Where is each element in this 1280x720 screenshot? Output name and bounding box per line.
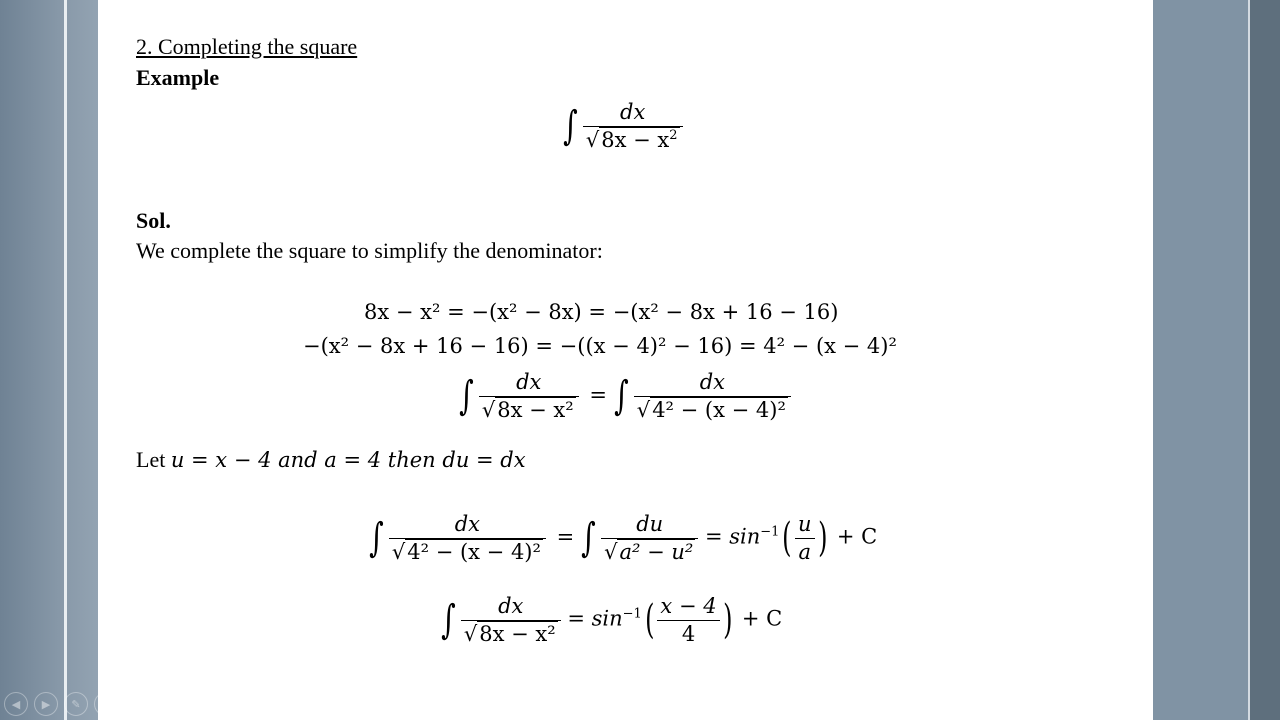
- a-denominator: a: [798, 540, 812, 564]
- radicand-right: 4² − (x − 4)²: [652, 398, 786, 422]
- example-fraction: [583, 100, 683, 152]
- equation-final-result: [438, 594, 782, 646]
- example-label: Example: [136, 65, 220, 90]
- equation-integral-rewrite: [456, 370, 791, 422]
- integral-sign: ∫: [369, 515, 384, 561]
- left-paren: (: [644, 597, 655, 643]
- numerator-sub-right: du: [601, 512, 698, 539]
- equation-line-2: −(x² − 8x + 16 − 16) = −((x − 4)² − 16) = 4² − (x − 4)²: [303, 334, 897, 358]
- u-over-a-fraction: [795, 512, 815, 564]
- denominator-left: √8x − x²: [481, 398, 574, 422]
- radicand-final: 8x − x²: [479, 622, 556, 646]
- integral-sign: ∫: [563, 103, 578, 149]
- example-radicand: 8x − x: [601, 128, 670, 152]
- more-options-icon[interactable]: ⋯: [154, 692, 178, 716]
- arcsin-function: = sin: [704, 524, 761, 549]
- radicand-sub-right: a² − u²: [619, 540, 694, 564]
- example-denominator: $√8x - x^2$: [585, 128, 678, 152]
- radicand-left: 8x − x²: [497, 398, 574, 422]
- x-minus-4-over-4-fraction: [657, 594, 719, 646]
- fraction-denominator: 4: [681, 622, 696, 646]
- equation-substitution-result: [366, 512, 877, 564]
- equation-line-1: 8x − x² = −(x² − 8x) = −(x² − 8x + 16 − 16): [364, 300, 839, 324]
- zoom-icon[interactable]: ⚲: [124, 692, 148, 716]
- arcsin-function: = sin: [567, 606, 623, 631]
- example-exponent: 2: [669, 128, 678, 143]
- previous-slide-icon[interactable]: ◀: [4, 692, 28, 716]
- numerator-final: dx: [461, 594, 561, 621]
- slides-grid-icon[interactable]: ▦: [94, 692, 118, 716]
- integral-sign: ∫: [581, 515, 596, 561]
- fraction-numerator: x − 4: [657, 594, 719, 621]
- fraction-sub-right: [601, 512, 698, 564]
- solution-intro-text: We complete the square to simplify the denominator:: [136, 238, 603, 263]
- solution-label: Sol.: [136, 208, 171, 233]
- u-numerator: u: [795, 512, 815, 539]
- pen-icon[interactable]: ✎: [64, 692, 88, 716]
- integral-sign: ∫: [459, 373, 474, 419]
- fraction-final: [461, 594, 561, 646]
- numerator-left: dx: [479, 370, 579, 397]
- right-paren: ): [722, 597, 733, 643]
- radicand-sub-left: 4² − (x − 4)²: [407, 540, 541, 564]
- equals-sign: =: [589, 382, 607, 407]
- denominator-sub-right: √a² − u²: [604, 540, 694, 564]
- slideshow-controls: [4, 692, 178, 716]
- example-numerator: dx: [583, 100, 683, 127]
- right-edge-panel: [1250, 0, 1280, 720]
- constant-term: + C: [741, 606, 783, 631]
- let-word: Let: [136, 447, 166, 472]
- window-left-background: [0, 0, 98, 720]
- inverse-exponent: −1: [760, 524, 780, 540]
- left-paren: (: [782, 515, 792, 561]
- fraction-sub-left: [389, 512, 546, 564]
- equals-sign: =: [556, 524, 575, 549]
- substitution-expression: u = x − 4 and a = 4 then du = dx: [170, 448, 526, 472]
- slide-canvas: [98, 0, 1153, 720]
- fraction-right: [634, 370, 791, 422]
- integral-sign: ∫: [441, 597, 456, 643]
- fraction-left: [479, 370, 579, 422]
- denominator-final: √8x − x²: [463, 622, 556, 646]
- constant-term: + C: [836, 524, 878, 549]
- substitution-line: [136, 447, 526, 473]
- next-slide-icon[interactable]: ▶: [34, 692, 58, 716]
- numerator-sub-left: dx: [389, 512, 546, 539]
- section-heading: 2. Completing the square: [136, 34, 358, 59]
- right-paren: ): [817, 515, 828, 561]
- numerator-right: dx: [634, 370, 791, 397]
- denominator-sub-left: √4² − (x − 4)²: [391, 540, 541, 564]
- example-integral: [560, 100, 683, 152]
- denominator-right: √4² − (x − 4)²: [636, 398, 786, 422]
- inverse-exponent: −1: [622, 606, 642, 622]
- integral-sign: ∫: [614, 373, 629, 419]
- left-divider-line: [64, 0, 67, 720]
